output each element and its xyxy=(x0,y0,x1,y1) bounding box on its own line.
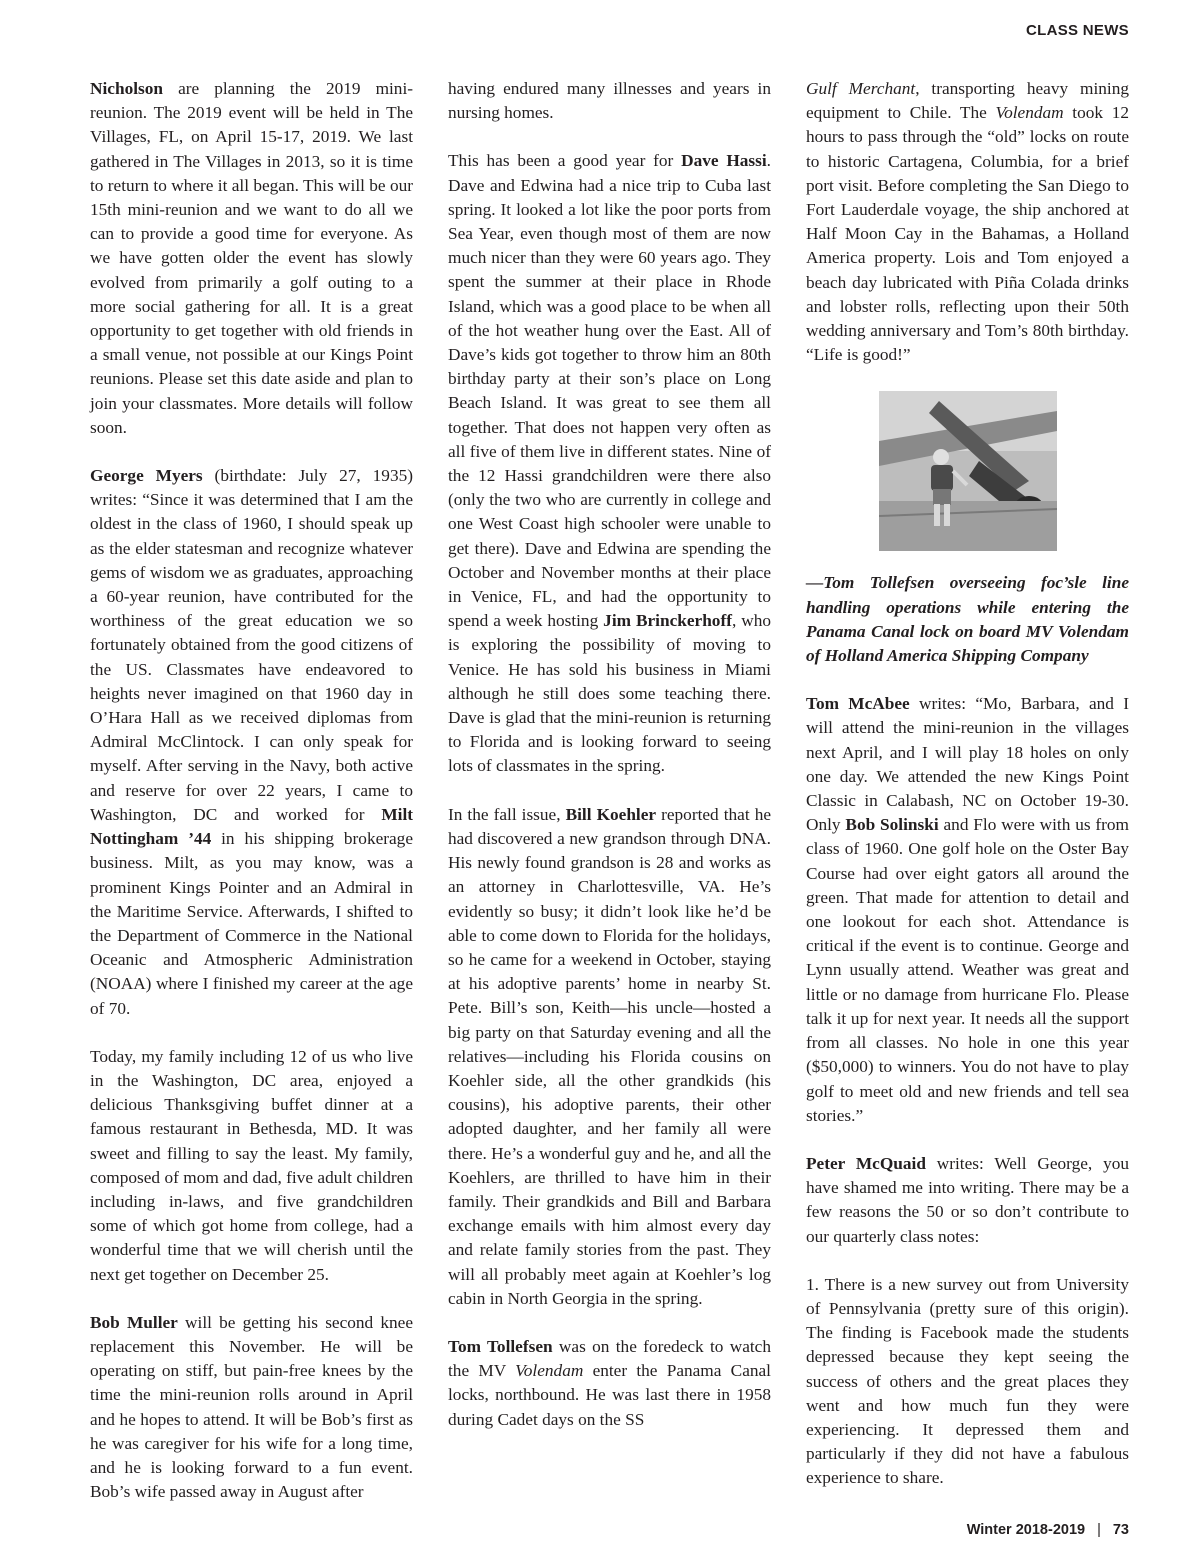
paragraph-peter-mcquaid xyxy=(806,1152,1129,1249)
text: writes: Well George, you have shamed me into writing. There may be a few reasons the 50 or so don’t contribute to our quarterly class notes: xyxy=(806,1153,1129,1246)
paragraph-bill-koehler xyxy=(448,803,771,1311)
text: In the fall issue, xyxy=(448,804,566,824)
ship-name: Volendam xyxy=(515,1361,584,1381)
name-milt-nottingham: Milt Nottingham ’44 xyxy=(90,804,413,849)
name-peter-mcquaid: Peter McQuaid xyxy=(806,1153,926,1173)
name-bob-muller: Bob Muller xyxy=(90,1312,178,1332)
name-tom-tollefsen: Tom Tollefsen xyxy=(448,1336,553,1356)
text: , who is exploring the possibility of moving to Venice. He has sold his business in Miami although he still does some teaching there. Dave is glad that the mini-reunion is returning to Florida and is looking forward to seeing lots of classmates in the spring. xyxy=(448,611,772,776)
text: writes: “Mo, Barbara, and I will attend the mini-reunion in the villages next April, and I will play 18 holes on only one day. We attended the new Kings Point Classic in Calabash, NC on October 19-30. Only xyxy=(806,694,1129,835)
text: (birthdate: July 27, 1935) writes: “Since it was determined that I am the oldest in the class of 1960, I should speak up as the elder statesman and recognize whatever gems of wisdom we as graduates, approaching a 60-year reunion, have contributed for the worthiness of the great education we so fortunately obtained from the good citizens of the US. Classmates have endeavored to heights never imagined on that 1960 day in O’Hara Hall as we received diplomas from Admiral McClintock. I can only speak for myself. After serving in the Navy, both active and reserve for over 22 years, I came to Washington, DC and worked for xyxy=(90,466,413,824)
name-george-myers: George Myers xyxy=(90,466,203,486)
paragraph-tom-tollefsen xyxy=(448,1335,771,1432)
column-2 xyxy=(448,77,771,1456)
text: , transporting heavy mining equipment to Chile. The xyxy=(806,79,1129,123)
paragraph-continuation: having endured many illnesses and years in nursing homes. xyxy=(448,79,771,123)
name-bill-koehler: Bill Koehler xyxy=(565,804,657,824)
name-dave-hassi: Dave Hassi xyxy=(681,151,767,171)
paragraph-volendam xyxy=(806,77,1129,367)
text: This has been a good year for xyxy=(448,151,682,171)
text: took 12 hours to pass through the “old” locks on route to historic Cartagena, Columbia, for a brief port visit. Before completing the San Diego to Fort Lauderdale voyage, the ship anchored at Half Moon Cay in the Bahamas, a Holland America property. Lois and Tom enjoyed a beach day lubricated with Piña Colada drinks and lobster rolls, reflecting upon their 50th wedding anniversary and Tom’s 80th birthday. “Life is good!” xyxy=(806,103,1129,365)
text: and Flo were with us from class of 1960. One golf hole on the Oster Bay Course had over eight gators all around the green. That made for attention to detail and one lookout for each shot. Attendance is critical if the event is to continue. George and Lynn usually attend. Weather was great and little or no damage from hurricane Flo. Please talk it up for next year. It needs all the support from all classes. No hole in one this year ($50,000) to winners. You do not have to play golf to meet old and new friends and tell sea stories.” xyxy=(806,815,1130,1125)
paragraph-survey: 1. There is a new survey out from University of Pennsylvania (pretty sure of this origin). The finding is Facebook made the students depressed because they kept seeing the success of others and the great places they went and how much fun they were experiencing. It depressed them and particularly if they did not have a fabulous experience to share. xyxy=(806,1274,1129,1488)
text: will be getting his second knee replacement this November. He will be operating on stiff, but pain-free knees by the time the mini-reunion rolls around in April and he hopes to attend. It will be Bob’s first as he was caregiver for his wife for a long time, and he is looking forward to a fun event. Bob’s wife passed away in August after xyxy=(90,1312,413,1502)
text: enter the Panama Canal locks, northbound. He was last there in 1958 during Cadet days on the SS xyxy=(448,1361,771,1429)
section-header: CLASS NEWS xyxy=(1025,22,1129,39)
page-number: 73 xyxy=(1112,1522,1129,1538)
text: reported that he had discovered a new grandson through DNA. His newly found grandson is 28 and works as an attorney in Charlottesville, VA. He’s evidently so busy; it didn’t look like he’d be able to come down to Florida for the holidays, so he came for a weekend in October, staying at his adoptive parents’ home in nearby St. Pete. Bill’s son, Keith—his uncle—hosted a big party on that Saturday evening and all the relatives—including his Florida cousins on Koehler side, all the other grandkids (his cousins), his adoptive parents, their other adopted daughter, and her family all were there. He’s a wonderful guy and he, and all the Koehlers, are thrilled to have him in their family. Their grandkids and Bill and Barbara exchange emails with him almost every day and relate family stories from the past. They will all probably meet again at Koehler’s log cabin in North Georgia in the spring. xyxy=(448,804,771,1308)
text: are planning the 2019 mini-reunion. The 2019 event will be held in The Villages, FL, on April 15-17, 2019. We last gathered in The Villages in 2013, so it is time to return to where it all began. This will be our 15th mini-reunion and we want to do all we can to provide a good time for everyone. As we have gotten older the event has slowly evolved from primarily a golf outing to a more social gathering for all. It is a great opportunity to get together with old friends in a small venue, not possible at our Kings Point reunions. Please set this date aside and plan to join your classmates. More details will follow soon. xyxy=(90,79,414,437)
paragraph-family: Today, my family including 12 of us who live in the Washington, DC area, enjoyed a delicious Thanksgiving buffet dinner at a famous restaurant in Bethesda, MD. It was sweet and filling to say the least. My family, composed of mom and dad, five adult children including in-laws, and five grandchildren some of which got home from college, had a wonderful time that we will cherish until the next get together on December 25. xyxy=(90,1046,413,1284)
text: . Dave and Edwina had a nice trip to Cuba last spring. It looked a lot like the poor ports from Sea Year, even though most of them are now much nicer than they were 60 years ago. They spent the summer at their place in Rhode Island, which was a good place to be when all of the hot weather hung over the East. All of Dave’s kids got together to throw him an 80th birthday party at their son’s place on Long Beach Island. It was great to see them all together. That does not happen very often as all five of them live in different states. Nine of the 12 Hassi grandchildren were there also (only the two who are currently in college and one West Coast high schooler were unable to get there). Dave and Edwina are spending the October and November months at their place in Venice, FL, and had the opportunity to spend a week hosting xyxy=(448,151,771,631)
text: was on the foredeck to watch the MV xyxy=(448,1336,771,1381)
column-3 xyxy=(806,77,1129,1515)
ship-name: Volendam xyxy=(995,103,1064,123)
column-1 xyxy=(90,77,413,1528)
footer-separator: | xyxy=(1097,1522,1101,1538)
paragraph-george-myers xyxy=(90,464,413,1021)
name-bob-solinski: Bob Solinski xyxy=(845,815,939,835)
page-footer xyxy=(967,1522,1129,1538)
paragraph-bob-muller xyxy=(90,1311,413,1505)
paragraph-mini-reunion xyxy=(90,77,413,440)
paragraph-tom-mcabee xyxy=(806,692,1129,1128)
issue-label: Winter 2018-2019 xyxy=(966,1522,1086,1538)
ship-name: Gulf Merchant xyxy=(806,79,916,98)
text: in his shipping brokerage business. Milt, as you may know, was a prominent Kings Pointer and an Admiral in the Maritime Service. Afterwards, I shifted to the Department of Commerce in the National Oceanic and Atmospheric Administration (NOAA) where I finished my career at the age of 70. xyxy=(90,829,413,1018)
photo-caption: —Tom Tollefsen overseeing foc’sle line handling operations while entering the Panama Canal lock on board MV Volendam of Holland America Shipping Company xyxy=(806,573,1129,666)
name-jim-brinckerhoff: Jim Brinckerhoff xyxy=(603,611,732,631)
name-tom-mcabee: Tom McAbee xyxy=(806,694,910,714)
tollefsen-photo xyxy=(879,391,1057,551)
paragraph-dave-hassi xyxy=(448,149,771,778)
name-nicholson: Nicholson xyxy=(90,79,163,98)
